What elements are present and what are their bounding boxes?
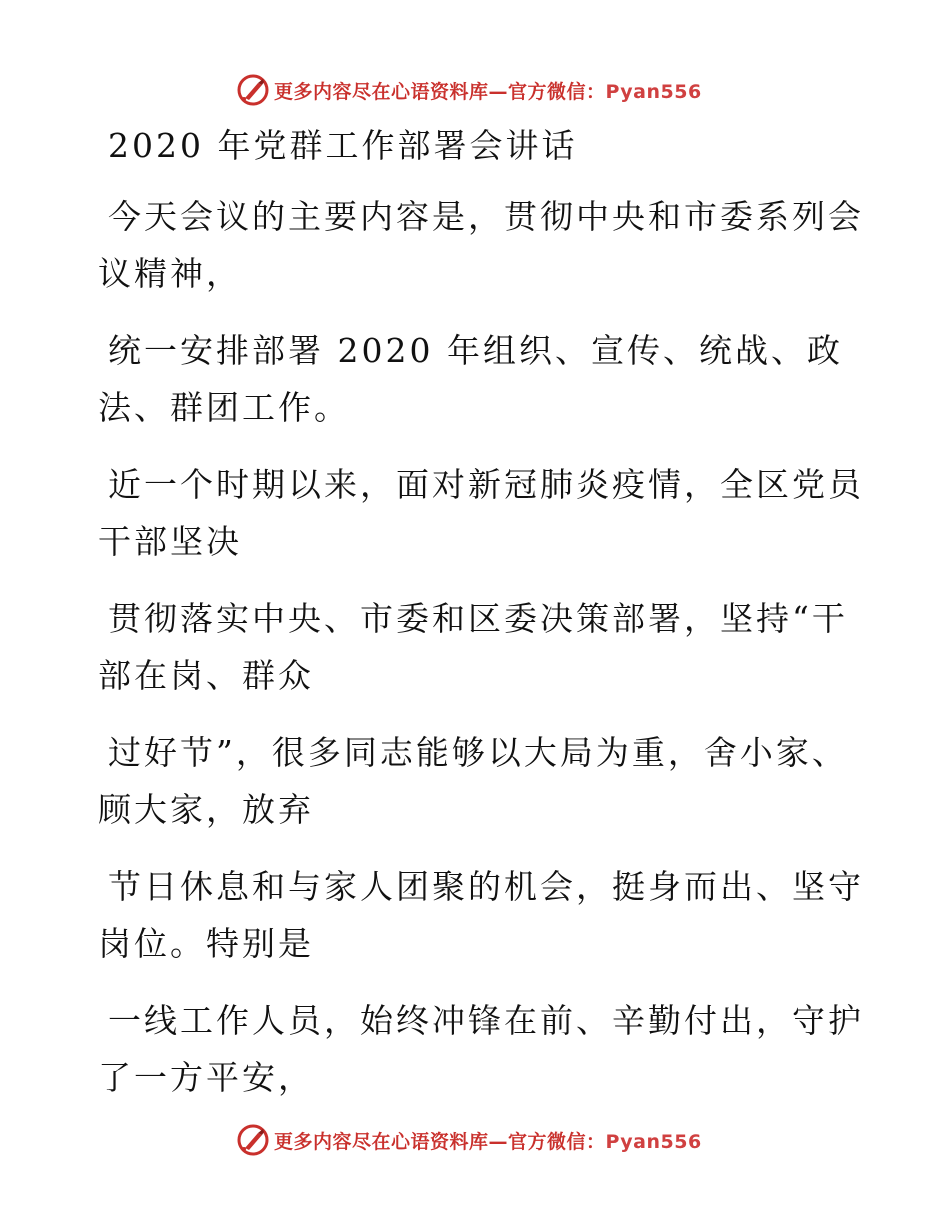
paragraph [98, 724, 848, 838]
paragraph-line: 今天会议的主要内容是，贯彻中央和市委系列会 [108, 197, 864, 236]
paragraph-line: 统一安排部署 2020 年组织、宣传、统战、政 [108, 331, 843, 370]
banner-text: 更多内容尽在心语资料库—官方微信： [274, 80, 606, 103]
paragraph-line: 干部坚决 [98, 522, 242, 561]
quill-pen-logo-icon [236, 1123, 270, 1157]
paragraph-line: 近一个时期以来，面对新冠肺炎疫情，全区党员 [108, 465, 864, 504]
paragraph-line: 了一方平安， [98, 1058, 314, 1097]
paragraph-line: 部在岗、群众 [98, 656, 314, 695]
paragraph [98, 322, 843, 436]
paragraph [98, 992, 864, 1106]
quill-pen-logo-icon [236, 73, 270, 107]
paragraph-line: 一线工作人员，始终冲锋在前、辛勤付出，守护 [108, 1001, 864, 1040]
paragraph-line: 过好节”，很多同志能够以大局为重，舍小家、 [108, 733, 848, 772]
paragraph [98, 188, 864, 302]
banner-text: 更多内容尽在心语资料库—官方微信： [274, 1130, 606, 1153]
paragraph-line: 岗位。特别是 [98, 924, 314, 963]
document-body [98, 124, 864, 1126]
paragraph [98, 456, 864, 570]
paragraph-line: 顾大家，放弃 [98, 790, 314, 829]
document-title: 2020 年党群工作部署会讲话 [108, 126, 578, 165]
paragraph-line: 议精神， [98, 254, 242, 293]
header-watermark-banner [236, 72, 736, 108]
banner-wechat-id: Pyan556 [605, 80, 702, 103]
footer-watermark-banner [236, 1122, 736, 1158]
paragraph-line: 贯彻落实中央、市委和区委决策部署，坚持“干 [108, 599, 848, 638]
banner-wechat-id: Pyan556 [605, 1130, 702, 1153]
paragraph-line: 法、群团工作。 [98, 388, 350, 427]
paragraph [98, 858, 864, 972]
paragraph-line: 节日休息和与家人团聚的机会，挺身而出、坚守 [108, 867, 864, 906]
paragraph [98, 590, 848, 704]
